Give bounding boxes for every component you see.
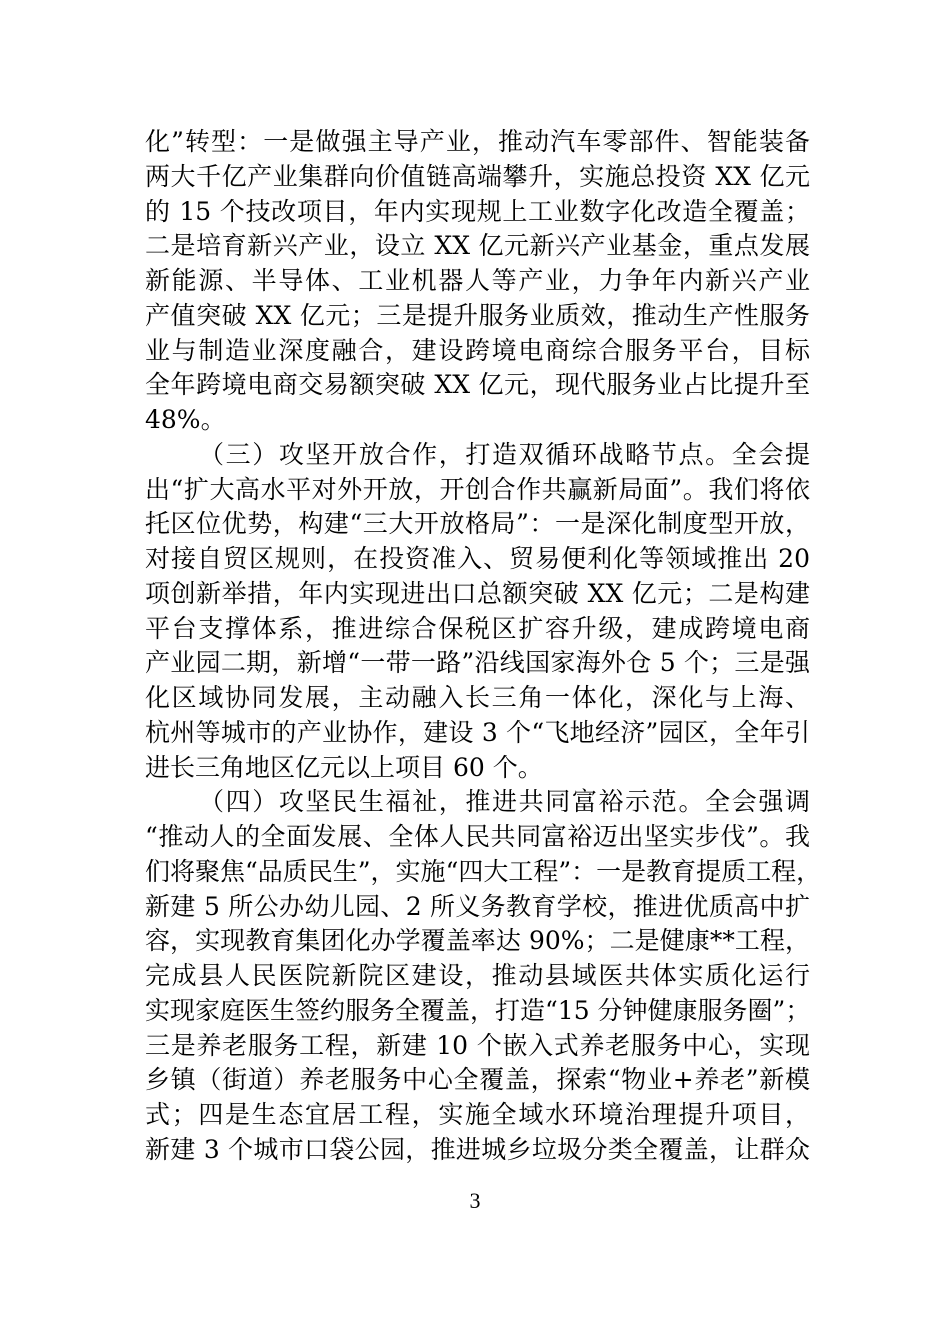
text-line: 项创新举措，年内实现进出口总额突破 XX 亿元；二是构建 bbox=[145, 578, 810, 608]
text-line: 两大千亿产业集群向价值链高端攀升，实施总投资 XX 亿元 bbox=[145, 161, 810, 191]
text-line: 的 15 个技改项目，年内实现规上工业数字化改造全覆盖； bbox=[145, 196, 810, 226]
text-line: 二是培育新兴产业，设立 XX 亿元新兴产业基金，重点发展 bbox=[145, 231, 810, 261]
text-line: （四）攻坚民生福祉，推进共同富裕示范。全会强调 bbox=[199, 787, 810, 817]
text-line: 式；四是生态宜居工程，实施全域水环境治理提升项目， bbox=[145, 1100, 810, 1129]
text-line: 新建 5 所公办幼儿园、2 所义务教育学校，推进优质高中扩 bbox=[145, 891, 810, 921]
text-line: 化”转型：一是做强主导产业，推动汽车零部件、智能装备 bbox=[145, 127, 810, 156]
text-line: 乡镇（街道）养老服务中心全覆盖，探索“物业+养老”新模 bbox=[145, 1065, 810, 1095]
text-line: 产业园二期，新增“一带一路”沿线国家海外仓 5 个；三是强 bbox=[145, 648, 810, 678]
paragraph bbox=[145, 438, 810, 786]
text-line: 实现家庭医生签约服务全覆盖，打造“15 分钟健康服务圈”； bbox=[145, 995, 811, 1025]
text-line: 容，实现教育集团化办学覆盖率达 90%；二是健康**工程， bbox=[145, 926, 810, 956]
text-line: 业与制造业深度融合，建设跨境电商综合服务平台，目标 bbox=[145, 335, 810, 365]
text-line: 化区域协同发展，主动融入长三角一体化，深化与上海、 bbox=[145, 683, 810, 712]
text-line: 出“扩大高水平对外开放，开创合作共赢新局面”。我们将依 bbox=[145, 474, 810, 504]
text-line: 产值突破 XX 亿元；三是提升服务业质效，推动生产性服务 bbox=[145, 300, 810, 330]
text-line: 平台支撑体系，推进综合保税区扩容升级，建成跨境电商 bbox=[145, 613, 810, 643]
text-line: 们将聚焦“品质民生”，实施“四大工程”：一是教育提质工程， bbox=[145, 856, 822, 886]
text-line: 完成县人民医院新院区建设，推动县域医共体实质化运行 bbox=[145, 961, 810, 990]
text-line: 新建 3 个城市口袋公园，推进城乡垃圾分类全覆盖，让群众 bbox=[145, 1134, 810, 1164]
page-number: 3 bbox=[469, 1188, 481, 1213]
text-line: 托区位优势，构建“三大开放格局”：一是深化制度型开放， bbox=[145, 509, 810, 539]
document-body bbox=[145, 125, 822, 1168]
text-line: 对接自贸区规则，在投资准入、贸易便利化等领域推出 20 bbox=[145, 544, 810, 573]
text-line: “推动人的全面发展、全体人民共同富裕迈出坚实步伐”。我 bbox=[145, 822, 810, 851]
paragraph bbox=[145, 125, 810, 438]
text-line: 新能源、半导体、工业机器人等产业，力争年内新兴产业 bbox=[145, 266, 810, 295]
text-line: 全年跨境电商交易额突破 XX 亿元，现代服务业占比提升至 bbox=[145, 370, 810, 400]
paragraph bbox=[145, 785, 822, 1167]
text-line: 48%。 bbox=[145, 405, 226, 434]
text-line: 杭州等城市的产业协作，建设 3 个“飞地经济”园区，全年引 bbox=[145, 717, 810, 747]
text-line: （三）攻坚开放合作，打造双循环战略节点。全会提 bbox=[199, 439, 810, 469]
text-line: 进长三角地区亿元以上项目 60 个。 bbox=[145, 752, 543, 782]
text-line: 三是养老服务工程，新建 10 个嵌入式养老服务中心，实现 bbox=[145, 1030, 810, 1060]
